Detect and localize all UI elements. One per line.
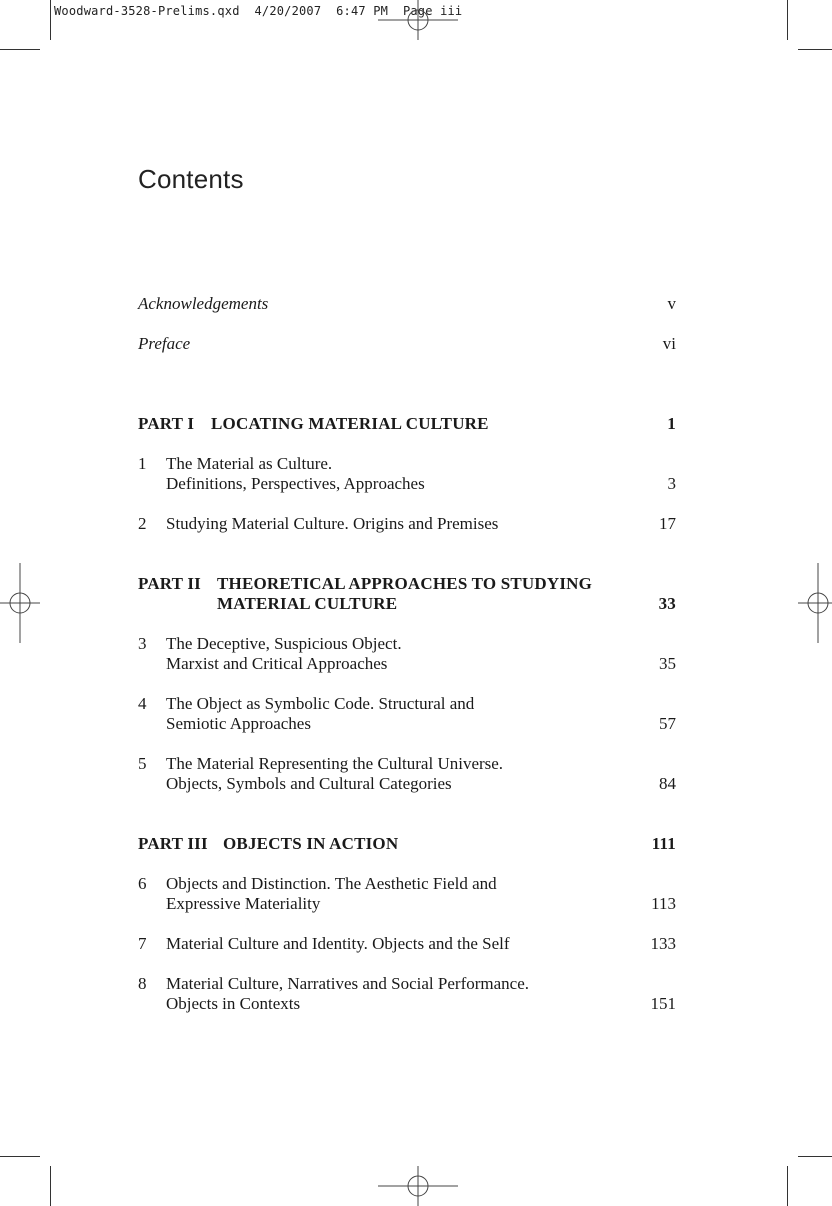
chapter-title-line: Material Culture, Narratives and Social Performance. (166, 974, 530, 993)
toc-chapter-7[interactable] (138, 934, 676, 954)
chapter-title-line: Objects and Distinction. The Aesthetic Field and (166, 874, 497, 893)
chapter-title-line: Objects, Symbols and Cultural Categories (166, 774, 452, 793)
toc-entry-preface[interactable] (138, 334, 676, 354)
chapter-title (166, 454, 606, 494)
part-title (211, 414, 489, 434)
chapter-number: 3 (138, 634, 147, 653)
chapter-title (166, 694, 606, 734)
chapter-title-line: Material Culture and Identity. Objects and the Self (166, 934, 510, 953)
crop-mark-bottom-left-v (50, 1166, 51, 1206)
toc-chapter-8[interactable] (138, 974, 676, 1014)
chapter-title (166, 754, 606, 794)
chapter-title-line: Marxist and Critical Approaches (166, 654, 388, 673)
crop-mark-bottom-right-v (787, 1166, 788, 1206)
crop-mark-top-left-h (0, 49, 40, 50)
toc-page-number: vi (662, 334, 676, 353)
part-title (217, 574, 592, 614)
registration-mark-bottom (378, 1166, 458, 1206)
chapter-title-line: Semiotic Approaches (166, 714, 311, 733)
chapter-number: 6 (138, 874, 147, 893)
chapter-title-line: The Deceptive, Suspicious Object. (166, 634, 402, 653)
registration-mark-left (0, 563, 40, 643)
chapter-title (166, 974, 606, 1014)
page-title: Contents (138, 164, 244, 194)
crop-mark-top-right-v (787, 0, 788, 40)
chapter-title-line: The Object as Symbolic Code. Structural and (166, 694, 475, 713)
chapter-number: 8 (138, 974, 147, 993)
chapter-title (166, 634, 606, 674)
chapter-number: 2 (138, 514, 147, 533)
toc-page-number: 33 (658, 594, 676, 613)
crop-mark-bottom-left-h (0, 1156, 40, 1157)
crop-mark-bottom-right-h (798, 1156, 832, 1157)
part-title-line: OBJECTS IN ACTION (223, 834, 399, 853)
toc-page-number: 57 (659, 714, 676, 733)
chapter-title (166, 934, 606, 954)
toc-part-2[interactable] (138, 574, 676, 614)
toc-chapter-6[interactable] (138, 874, 676, 914)
chapter-title-line: Studying Material Culture. Origins and Premises (166, 514, 499, 533)
toc-chapter-2[interactable] (138, 514, 676, 534)
toc-page-number: 17 (659, 514, 676, 533)
chapter-title-line: The Material as Culture. (166, 454, 333, 473)
part-title-line: LOCATING MATERIAL CULTURE (211, 414, 489, 433)
chapter-title-line: Expressive Materiality (166, 894, 321, 913)
toc-page-number: 113 (651, 894, 676, 913)
toc-page-number: 35 (659, 654, 676, 673)
chapter-title (166, 874, 606, 914)
chapter-number: 4 (138, 694, 147, 713)
chapter-number: 5 (138, 754, 147, 773)
toc-page-number: 151 (650, 994, 676, 1013)
crop-mark-top-right-h (798, 49, 832, 50)
toc-part-3[interactable] (138, 834, 676, 854)
toc-page-number: 1 (667, 414, 676, 433)
part-title-line: MATERIAL CULTURE (217, 594, 398, 613)
toc-page-number: 111 (651, 834, 676, 853)
part-number: PART II (138, 574, 201, 593)
chapter-title-line: The Material Representing the Cultural Universe. (166, 754, 504, 773)
part-title-line: THEORETICAL APPROACHES TO STUDYING (217, 574, 593, 593)
toc-page-number: v (667, 294, 676, 313)
toc-chapter-1[interactable] (138, 454, 676, 494)
chapter-number: 1 (138, 454, 147, 473)
toc-page-number: 84 (659, 774, 676, 793)
toc-entry-label: Preface (138, 334, 191, 353)
toc-page-number: 133 (650, 934, 676, 953)
part-number: PART III (138, 834, 208, 853)
toc-entry-label: Acknowledgements (138, 294, 269, 313)
crop-mark-top-left-v (50, 0, 51, 40)
registration-mark-top (378, 0, 458, 40)
part-number: PART I (138, 414, 195, 433)
toc-page-number: 3 (667, 474, 676, 493)
chapter-number: 7 (138, 934, 147, 953)
chapter-title (166, 514, 606, 534)
chapter-title-line: Objects in Contexts (166, 994, 301, 1013)
toc-part-1[interactable] (138, 414, 676, 434)
chapter-title-line: Definitions, Perspectives, Approaches (166, 474, 425, 493)
toc-entry-acknowledgements[interactable] (138, 294, 676, 314)
registration-mark-right (798, 563, 832, 643)
toc-chapter-4[interactable] (138, 694, 676, 734)
toc-chapter-3[interactable] (138, 634, 676, 674)
toc-chapter-5[interactable] (138, 754, 676, 794)
part-title (223, 834, 398, 854)
printer-slug: Woodward-3528-Prelims.qxd 4/20/2007 6:47 PM Page iii (54, 4, 463, 18)
